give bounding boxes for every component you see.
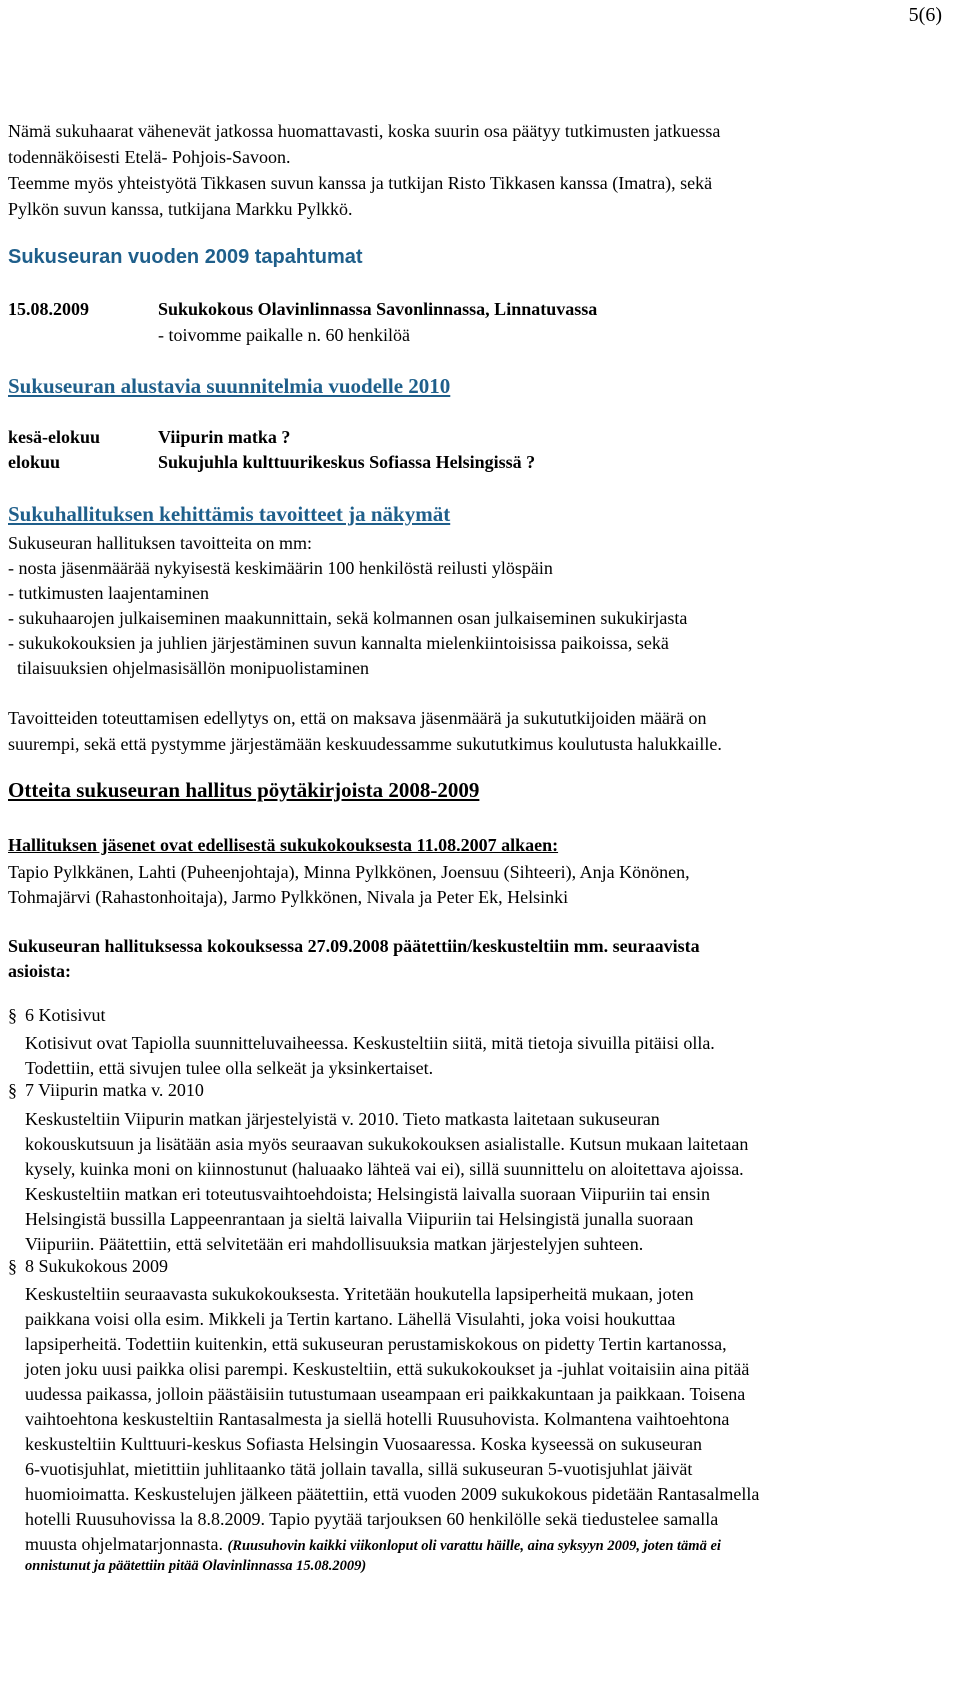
minutes-item-title: 6 Kotisivut <box>25 1005 106 1025</box>
event-note: - toivomme paikalle n. 60 henkilöä <box>158 325 410 345</box>
goals-line: Sukuseuran hallituksen tavoitteita on mm: <box>8 533 312 553</box>
minutes-item-heading <box>8 1256 168 1277</box>
intro-line: Nämä sukuhaarat vähenevät jatkossa huomattavasti, koska suurin osa päätyy tutkimusten jatkuessa <box>8 121 721 141</box>
plan-when: elokuu <box>8 452 61 472</box>
plan-when: kesä-elokuu <box>8 427 101 447</box>
board-members-line: Tapio Pylkkänen, Lahti (Puheenjohtaja), Minna Pylkkönen, Joensuu (Sihteeri), Anja Könönen, <box>8 862 690 882</box>
event-date: 15.08.2009 <box>8 299 89 319</box>
event-title: Sukukokous Olavinlinnassa Savonlinnassa, Linnatuvassa <box>158 299 598 319</box>
minutes-item-line: joten joku uusi paikka olisi parempi. Keskusteltiin, että sukukokoukset ja -juhlat voitaisiin aina pitää <box>25 1359 750 1379</box>
minutes-item-heading <box>8 1005 106 1026</box>
intro-line: Pylkön suvun kanssa, tutkijana Markku Pylkkö. <box>8 199 353 219</box>
minutes-item-line: Viipuriin. Päätettiin, että selvitetään eri mahdollisuuksia matkan järjestelyjen suhteen. <box>25 1234 644 1254</box>
goals-line: - tutkimusten laajentaminen <box>8 583 209 603</box>
minutes-item-line: kysely, kuinka moni on kiinnostunut (haluaako lähteä vai ei), sillä suunnittelu on aloitettava ajoissa. <box>25 1159 744 1179</box>
minutes-item-line: kokouskutsuun ja lisätään asia myös seuraavan sukukokouksen asialistalle. Kutsun mukaan laitetaan <box>25 1134 749 1154</box>
minutes-item-note: onnistunut ja päätettiin pitää Olavinlinnassa 15.08.2009) <box>25 1558 367 1574</box>
minutes-item-line: Keskusteltiin seuraavasta sukukokouksesta. Yritetään houkutella lapsiperheitä mukaan, joten <box>25 1284 694 1304</box>
intro-line: todennäköisesti Etelä- Pohjois-Savoon. <box>8 147 291 167</box>
minutes-item-line: Kotisivut ovat Tapiolla suunnitteluvaiheessa. Keskusteltiin siitä, mitä tietoja sivuilla pitäisi olla. <box>25 1033 715 1053</box>
plan-what: Viipurin matka ? <box>158 427 291 447</box>
goals-conclusion-line: Tavoitteiden toteuttamisen edellytys on, että on maksava jäsenmäärä ja sukututkijoiden määrä on <box>8 708 707 728</box>
minutes-item-note: (Ruusuhovin kaikki viikonloput oli varattu häille, aina syksyyn 2009, joten tämä ei <box>227 1538 721 1554</box>
goals-line: - sukuhaarojen julkaiseminen maakunnittain, sekä kolmannen osan julkaiseminen sukukirjasta <box>8 608 688 628</box>
minutes-item-line: Keskusteltiin matkan eri toteutusvaihtoehdoista; Helsingistä laivalla suoraan Viipuriin tai ensin <box>25 1184 710 1204</box>
minutes-heading: Otteita sukuseuran hallitus pöytäkirjoista 2008-2009 <box>8 778 480 802</box>
minutes-item-title: 7 Viipurin matka v. 2010 <box>25 1080 204 1100</box>
plans-2010-heading: Sukuseuran alustavia suunnitelmia vuodelle 2010 <box>8 374 451 398</box>
minutes-item-line: paikkana voisi olla esim. Mikkeli ja Tertin kartano. Lähellä Visulahti, joka voisi houkuttaa <box>25 1309 676 1329</box>
section-sign-icon: § <box>8 1005 17 1025</box>
section-sign-icon: § <box>8 1256 17 1276</box>
minutes-item-line: hotelli Ruusuhovissa la 8.8.2009. Tapio pyytää tarjouksen 60 henkilölle sekä tiedustelee samalla <box>25 1509 719 1529</box>
intro-line: Teemme myös yhteistyötä Tikkasen suvun kanssa ja tutkijan Risto Tikkasen kanssa (Imatra), sekä <box>8 173 713 193</box>
minutes-item-line: Helsingistä bussilla Lappeenrantaan ja sieltä laivalla Viipuriin tai Helsingistä junalla suoraan <box>25 1209 694 1229</box>
minutes-item-last-line <box>25 1531 721 1559</box>
minutes-item-line: muusta ohjelmatarjonnasta. <box>25 1534 223 1554</box>
minutes-item-line: lapsiperheitä. Todettiin kuitenkin, että sukuseuran perustamiskokous on pidetty Tertin kartanossa, <box>25 1334 727 1354</box>
meeting-heading: asioista: <box>8 961 71 981</box>
minutes-item-title: 8 Sukukokous 2009 <box>25 1256 169 1276</box>
events-2009-heading: Sukuseuran vuoden 2009 tapahtumat <box>8 246 363 268</box>
minutes-item-line: 6-vuotisjuhlat, mietittiin juhlitaanko tätä jollain tavalla, sillä sukuseuran 5-vuotisjuhlat jäivät <box>25 1459 693 1479</box>
minutes-item-line: keskusteltiin Kulttuuri-keskus Sofiasta Helsingin Vuosaaressa. Koska kyseessä on sukuseuran <box>25 1434 702 1454</box>
minutes-item-line: Todettiin, että sivujen tulee olla selkeät ja yksinkertaiset. <box>25 1058 434 1078</box>
minutes-item-line: uudessa paikassa, jolloin päästäisiin tutustumaan useampaan eri paikkakuntaan ja paikkaan. Toisena <box>25 1384 746 1404</box>
section-sign-icon: § <box>8 1080 17 1100</box>
page-number: 5(6) <box>908 4 942 26</box>
goals-line: - nosta jäsenmäärää nykyisestä keskimäärin 100 henkilöstä reilusti ylöspäin <box>8 558 553 578</box>
goals-heading: Sukuhallituksen kehittämis tavoitteet ja näkymät <box>8 502 451 526</box>
minutes-item-heading <box>8 1080 204 1101</box>
meeting-heading: Sukuseuran hallituksessa kokouksessa 27.09.2008 päätettiin/keskusteltiin mm. seuraavista <box>8 936 700 956</box>
plan-what: Sukujuhla kulttuurikeskus Sofiassa Helsingissä ? <box>158 452 536 472</box>
goals-line: tilaisuuksien ohjelmasisällön monipuolistaminen <box>8 658 369 678</box>
minutes-item-line: vaihtoehtona keskusteltiin Rantasalmesta ja siellä hotelli Ruusuhovista. Kolmantena vaihtoehtona <box>25 1409 730 1429</box>
goals-conclusion-line: suurempi, sekä että pystymme järjestämään keskuudessamme sukututkimus koulutusta halukkaille. <box>8 734 722 754</box>
goals-line: - sukukokouksien ja juhlien järjestäminen suvun kannalta mielenkiintoisissa paikoissa, sekä <box>8 633 669 653</box>
minutes-item-line: Keskusteltiin Viipurin matkan järjestelyistä v. 2010. Tieto matkasta laitetaan sukuseuran <box>25 1109 660 1129</box>
board-heading: Hallituksen jäsenet ovat edellisestä sukukokouksesta 11.08.2007 alkaen: <box>8 835 559 855</box>
board-members-line: Tohmajärvi (Rahastonhoitaja), Jarmo Pylkkönen, Nivala ja Peter Ek, Helsinki <box>8 887 569 907</box>
minutes-item-line: huomioimatta. Keskustelujen jälkeen päätettiin, että vuoden 2009 sukukokous pidetään Rantasalmella <box>25 1484 760 1504</box>
